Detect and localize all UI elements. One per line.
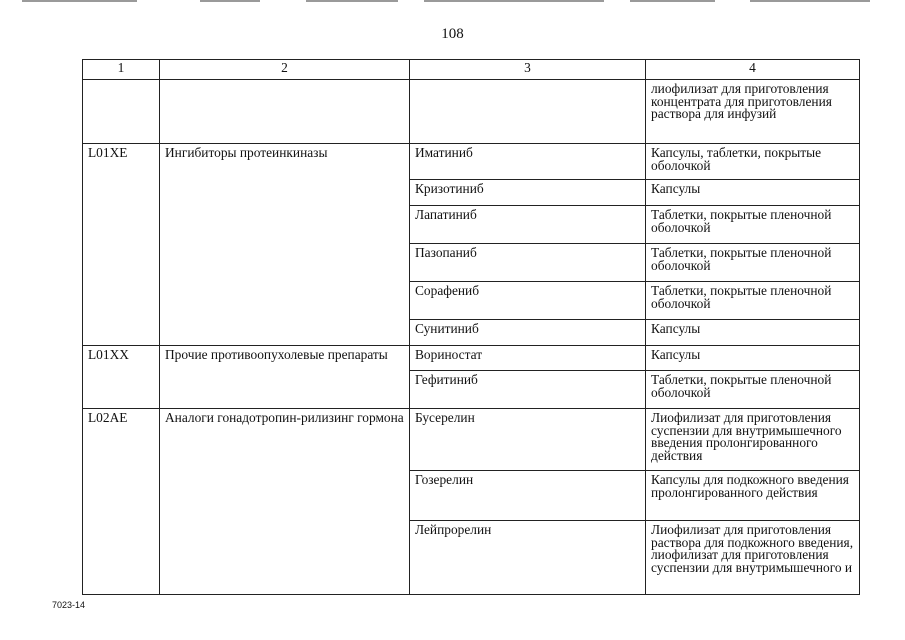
form-cell: Капсулы <box>646 346 860 371</box>
drug-cell: Иматиниб <box>410 144 646 180</box>
drug-cell: Бусерелин <box>410 409 646 471</box>
page-number: 108 <box>441 26 464 42</box>
table-row <box>83 346 860 371</box>
form-cell: Таблетки, покрытые пленочной оболочкой <box>646 282 860 320</box>
drug-table <box>82 59 860 595</box>
scan-edge-line <box>200 0 260 2</box>
drug-cell: Кризотиниб <box>410 180 646 206</box>
column-header: 4 <box>646 60 860 80</box>
group-cell: Аналоги гонадотропин-рилизинг гормона <box>160 409 410 595</box>
form-cell: Лиофилизат для приготовления раствора для подкожного введения, лиофилизат для приготовления суспензии для внутримышечного и <box>646 521 860 595</box>
form-code: 7023-14 <box>52 600 86 610</box>
column-header: 3 <box>410 60 646 80</box>
table-row <box>83 409 860 471</box>
column-header: 1 <box>83 60 160 80</box>
column-header: 2 <box>160 60 410 80</box>
code-cell: L01XX <box>83 346 160 409</box>
scan-edge-line <box>306 0 398 2</box>
table-row <box>83 144 860 180</box>
code-cell: L01XE <box>83 144 160 346</box>
form-cell: Капсулы <box>646 180 860 206</box>
form-cell: Таблетки, покрытые пленочной оболочкой <box>646 206 860 244</box>
form-cell: Капсулы <box>646 320 860 346</box>
drug-cell: Гозерелин <box>410 471 646 521</box>
drug-cell: Лейпрорелин <box>410 521 646 595</box>
drug-cell: Лапатиниб <box>410 206 646 244</box>
scan-edge-line <box>630 0 715 2</box>
form-cell: лиофилизат для приготовления концентрата для приготовления раствора для инфузий <box>646 80 860 144</box>
form-cell: Таблетки, покрытые пленочной оболочкой <box>646 244 860 282</box>
drug-cell: Гефитиниб <box>410 371 646 409</box>
form-cell: Лиофилизат для приготовления суспензии для внутримышечного введения пролонгированного действия <box>646 409 860 471</box>
scan-edge-line <box>750 0 870 2</box>
form-cell: Таблетки, покрытые пленочной оболочкой <box>646 371 860 409</box>
form-cell: Капсулы для подкожного введения пролонгированного действия <box>646 471 860 521</box>
group-cell: Ингибиторы протеинкиназы <box>160 144 410 346</box>
code-cell: L02AE <box>83 409 160 595</box>
scan-edge-line <box>22 0 137 2</box>
drug-cell: Сунитиниб <box>410 320 646 346</box>
form-cell: Капсулы, таблетки, покрытые оболочкой <box>646 144 860 180</box>
drug-cell <box>410 80 646 144</box>
code-cell <box>83 80 160 144</box>
drug-cell: Сорафениб <box>410 282 646 320</box>
scan-edge-line <box>424 0 604 2</box>
group-cell: Прочие противоопухолевые препараты <box>160 346 410 409</box>
table-row <box>83 80 860 144</box>
drug-cell: Пазопаниб <box>410 244 646 282</box>
table-header-row <box>83 60 860 80</box>
drug-cell: Вориностат <box>410 346 646 371</box>
group-cell <box>160 80 410 144</box>
